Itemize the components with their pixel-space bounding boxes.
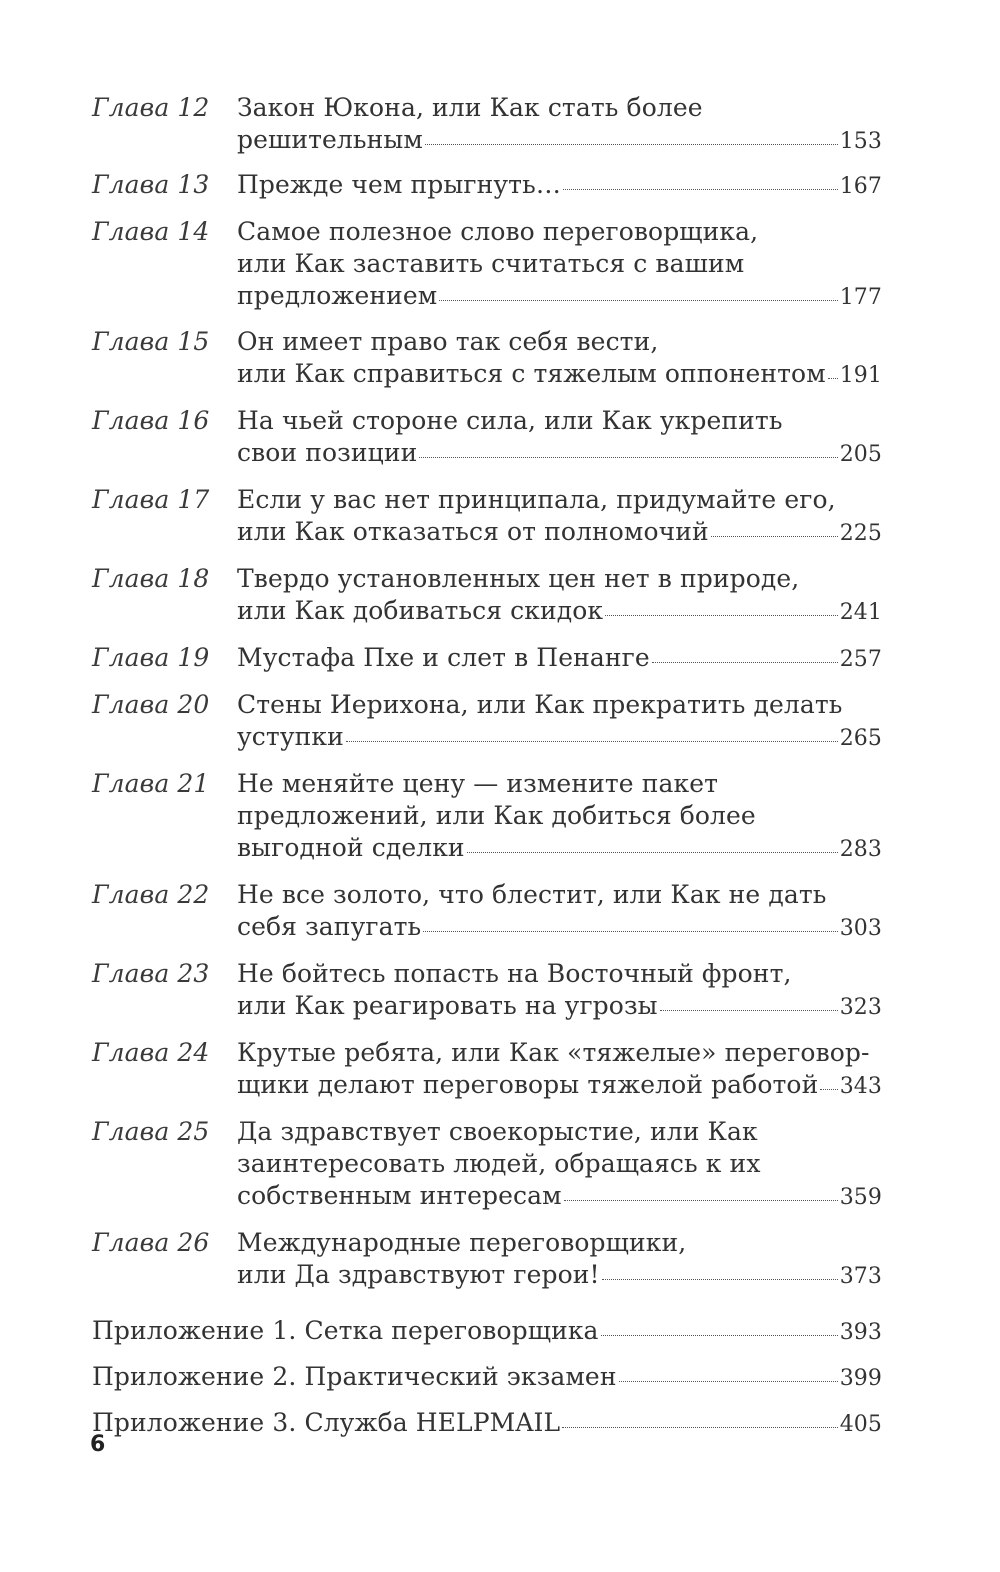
chapter-title-line: Не бойтесь попасть на Восточный фронт, xyxy=(237,959,792,988)
chapter-title-line: предложений, или Как добиться более xyxy=(237,801,756,830)
chapter-title-line: На чьей стороне сила, или Как укрепить xyxy=(237,406,783,435)
page-reference: 257 xyxy=(839,647,882,672)
chapter-label: Глава 22 xyxy=(92,880,210,909)
chapter-title-last-line xyxy=(237,721,882,755)
dot-leader xyxy=(619,1381,838,1382)
toc-chapter-entry xyxy=(92,563,882,629)
toc-chapter-entry xyxy=(92,1037,882,1103)
dot-leader xyxy=(467,852,838,853)
page-reference: 343 xyxy=(839,1074,882,1099)
page-reference: 393 xyxy=(839,1320,882,1345)
chapter-title xyxy=(237,405,882,471)
dot-leader xyxy=(439,300,837,301)
chapter-title xyxy=(237,1116,882,1214)
chapter-title xyxy=(237,1227,882,1293)
dot-leader xyxy=(652,662,838,663)
chapter-title xyxy=(237,689,882,755)
appendix-title: Приложение 2. Практический экзамен xyxy=(92,1362,617,1391)
dot-leader xyxy=(346,741,838,742)
toc-appendix-entry xyxy=(92,1361,882,1395)
chapter-title-last-line xyxy=(237,1259,882,1293)
page-reference: 405 xyxy=(839,1412,882,1437)
appendix-list xyxy=(92,1315,882,1441)
toc-chapter-entry xyxy=(92,169,882,203)
chapter-title-last-line xyxy=(237,642,882,676)
dot-leader xyxy=(562,1427,838,1428)
toc-chapter-entry xyxy=(92,326,882,392)
dot-leader xyxy=(564,1200,838,1201)
dot-leader xyxy=(602,1279,838,1280)
page-reference: 153 xyxy=(839,129,882,154)
chapter-label: Глава 16 xyxy=(92,406,210,435)
chapter-title xyxy=(237,92,882,158)
chapter-title-last-line xyxy=(237,911,882,945)
chapter-title xyxy=(237,768,882,866)
toc-chapter-entry xyxy=(92,1116,882,1214)
table-of-contents xyxy=(92,92,882,1441)
chapter-label: Глава 15 xyxy=(92,327,210,356)
chapter-title-text: Мустафа Пхе и слет в Пенанге xyxy=(237,643,650,672)
chapter-title xyxy=(237,563,882,629)
toc-chapter-entry xyxy=(92,92,882,158)
page-reference: 359 xyxy=(839,1185,882,1210)
chapter-title-last-line xyxy=(237,437,882,471)
chapter-label: Глава 18 xyxy=(92,564,210,593)
chapter-title xyxy=(237,879,882,945)
chapter-title-text: или Как отказаться от полномочий xyxy=(237,517,709,546)
page-reference: 303 xyxy=(839,916,882,941)
chapter-title-line: заинтересовать людей, обращаясь к их xyxy=(237,1149,761,1178)
chapter-label: Глава 24 xyxy=(92,1038,210,1067)
page-reference: 373 xyxy=(839,1264,882,1289)
chapter-title-line: Самое полезное слово переговорщика, xyxy=(237,217,759,246)
toc-chapter-entry xyxy=(92,689,882,755)
dot-leader xyxy=(605,615,838,616)
chapter-title-text: решительным xyxy=(237,125,423,154)
page-reference: 323 xyxy=(839,995,882,1020)
chapter-title xyxy=(237,642,882,676)
chapter-title-line: Если у вас нет принципала, придумайте его, xyxy=(237,485,836,514)
chapter-title-text: свои позиции xyxy=(237,438,418,467)
chapter-title-text: или Да здравствуют герои! xyxy=(237,1260,600,1289)
chapter-title-line: Международные переговорщики, xyxy=(237,1228,687,1257)
dot-leader xyxy=(423,931,837,932)
chapter-label: Глава 12 xyxy=(92,93,210,122)
chapter-label: Глава 23 xyxy=(92,959,210,988)
chapter-title xyxy=(237,169,882,203)
chapter-title-last-line xyxy=(237,595,882,629)
chapter-title-line: Он имеет право так себя вести, xyxy=(237,327,659,356)
chapter-label: Глава 17 xyxy=(92,485,210,514)
chapter-title-last-line xyxy=(237,169,882,203)
chapter-title-text: щики делают переговоры тяжелой работой xyxy=(237,1070,819,1099)
chapter-label: Глава 25 xyxy=(92,1117,210,1146)
toc-chapter-entry xyxy=(92,768,882,866)
dot-leader xyxy=(601,1335,838,1336)
chapter-title-last-line xyxy=(237,832,882,866)
chapter-title-text: или Как справиться с тяжелым оппонентом xyxy=(237,359,826,388)
chapter-title-last-line xyxy=(237,516,882,550)
chapter-title xyxy=(237,484,882,550)
page-reference: 167 xyxy=(839,174,882,199)
chapter-label: Глава 19 xyxy=(92,643,210,672)
chapter-list xyxy=(92,92,882,1293)
chapter-title-line: Закон Юкона, или Как стать более xyxy=(237,93,703,122)
toc-chapter-entry xyxy=(92,958,882,1024)
chapter-title-last-line xyxy=(237,990,882,1024)
page-reference: 399 xyxy=(839,1366,882,1391)
chapter-label: Глава 14 xyxy=(92,217,210,246)
chapter-title xyxy=(237,958,882,1024)
page-number: 6 xyxy=(90,1432,106,1457)
chapter-title-last-line xyxy=(237,1180,882,1214)
dot-leader xyxy=(711,536,838,537)
chapter-title-line: Крутые ребята, или Как «тяжелые» переговор- xyxy=(237,1038,870,1067)
chapter-title xyxy=(237,216,882,314)
chapter-title-line: Не меняйте цену — измените пакет xyxy=(237,769,719,798)
page-reference: 265 xyxy=(839,726,882,751)
chapter-title-text: Прежде чем прыгнуть… xyxy=(237,170,561,199)
page-reference: 191 xyxy=(839,363,882,388)
dot-leader xyxy=(820,1089,837,1090)
chapter-title-text: уступки xyxy=(237,722,344,751)
toc-chapter-entry xyxy=(92,642,882,676)
page-reference: 205 xyxy=(839,442,882,467)
chapter-label: Глава 20 xyxy=(92,690,210,719)
chapter-title-line: Твердо установленных цен нет в природе, xyxy=(237,564,800,593)
dot-leader xyxy=(563,189,838,190)
chapter-title xyxy=(237,326,882,392)
chapter-title-last-line xyxy=(237,358,882,392)
toc-chapter-entry xyxy=(92,1227,882,1293)
chapter-title xyxy=(237,1037,882,1103)
toc-chapter-entry xyxy=(92,484,882,550)
appendix-title: Приложение 3. Служба HELPMAIL xyxy=(92,1408,561,1437)
chapter-title-line: Не все золото, что блестит, или Как не дать xyxy=(237,880,827,909)
page-reference: 283 xyxy=(839,837,882,862)
chapter-title-text: или Как реагировать на угрозы xyxy=(237,991,658,1020)
page-reference: 225 xyxy=(839,521,882,546)
chapter-title-last-line xyxy=(237,280,882,314)
chapter-title-last-line xyxy=(237,124,882,158)
chapter-title-text: выгодной сделки xyxy=(237,833,465,862)
chapter-title-line: Стены Иерихона, или Как прекратить делать xyxy=(237,690,843,719)
chapter-title-line: или Как заставить считаться с вашим xyxy=(237,249,745,278)
chapter-title-text: себя запугать xyxy=(237,912,422,941)
dot-leader xyxy=(660,1010,838,1011)
page-reference: 177 xyxy=(839,285,882,310)
chapter-label: Глава 13 xyxy=(92,170,210,199)
toc-chapter-entry xyxy=(92,216,882,314)
dot-leader xyxy=(419,457,837,458)
dot-leader xyxy=(828,378,838,379)
appendix-title: Приложение 1. Сетка переговорщика xyxy=(92,1316,599,1345)
chapter-title-last-line xyxy=(237,1069,882,1103)
chapter-title-text: или Как добиваться скидок xyxy=(237,596,604,625)
chapter-title-text: предложением xyxy=(237,281,438,310)
toc-appendix-entry xyxy=(92,1407,882,1441)
chapter-label: Глава 26 xyxy=(92,1228,210,1257)
toc-chapter-entry xyxy=(92,405,882,471)
toc-appendix-entry xyxy=(92,1315,882,1349)
chapter-title-text: собственным интересам xyxy=(237,1181,562,1210)
chapter-label: Глава 21 xyxy=(92,769,210,798)
page-reference: 241 xyxy=(839,600,882,625)
dot-leader xyxy=(425,144,838,145)
chapter-title-line: Да здравствует своекорыстие, или Как xyxy=(237,1117,758,1146)
toc-chapter-entry xyxy=(92,879,882,945)
